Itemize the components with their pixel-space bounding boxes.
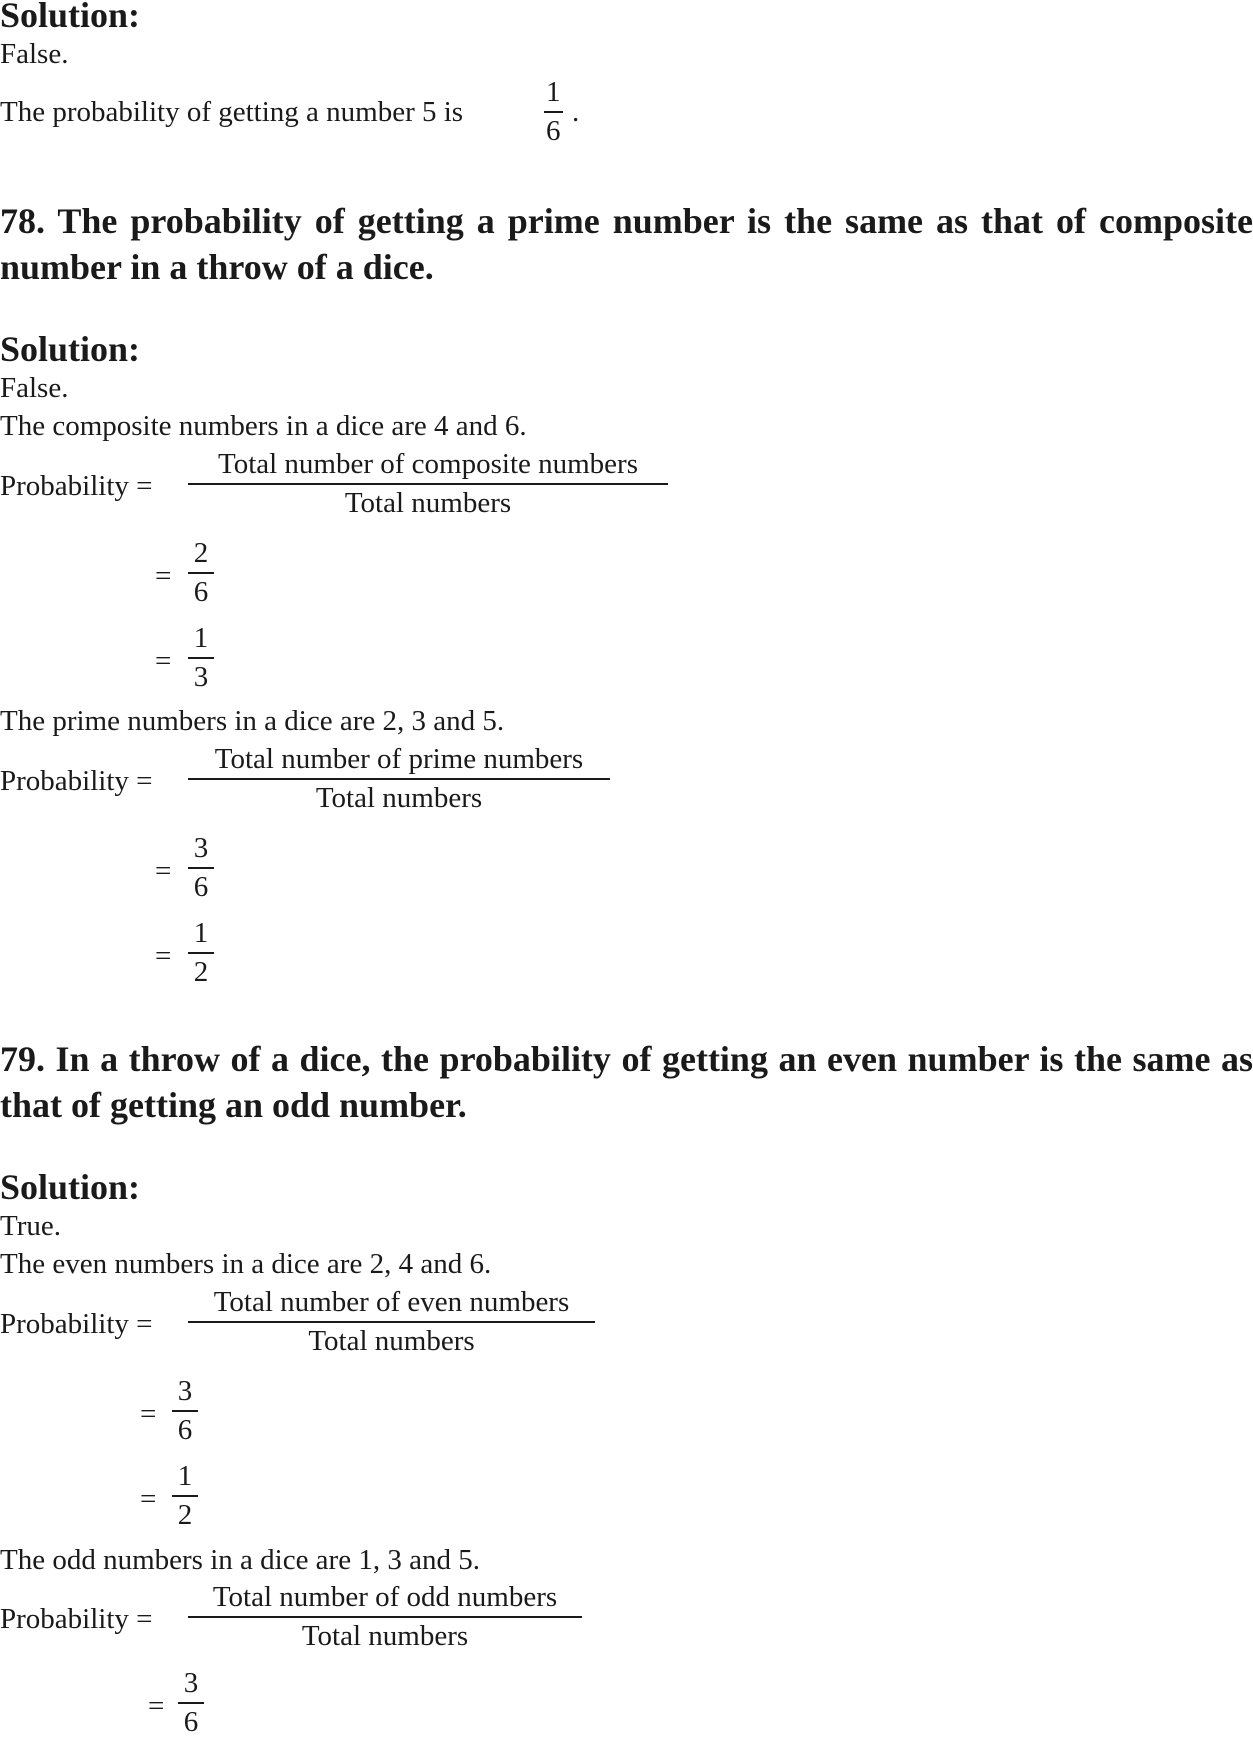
fraction (188, 917, 214, 989)
fraction-numerator: Total number of prime numbers (188, 743, 610, 780)
equals-sign: = (140, 1398, 157, 1430)
solution-heading-78: Solution: (0, 329, 141, 369)
fraction-numerator: Total number of even numbers (188, 1286, 595, 1323)
equals-sign: = (148, 1690, 165, 1722)
probability-label: Probability = (0, 765, 153, 797)
question-78: 78. The probability of getting a prime number is the same as that of composite number in a throw of a dice. (0, 201, 1253, 287)
prime-fraction (188, 743, 610, 815)
fraction (188, 832, 214, 904)
fraction-denominator: 6 (193, 871, 209, 903)
fraction (172, 1460, 198, 1532)
fraction-numerator: 3 (178, 1667, 204, 1704)
probability-label: Probability = (0, 1603, 153, 1635)
composite-numbers-line: The composite numbers in a dice are 4 and 6. (0, 410, 527, 442)
fraction-denominator: Total numbers (315, 782, 483, 814)
fraction (544, 76, 563, 148)
fraction-numerator: 3 (188, 832, 214, 869)
fraction (188, 622, 214, 694)
fraction-denominator: 6 (193, 576, 209, 608)
fraction-denominator: Total numbers (301, 1620, 469, 1652)
fraction (188, 537, 214, 609)
period: . (572, 96, 580, 128)
fraction-denominator: 3 (193, 661, 209, 693)
odd-numbers-line: The odd numbers in a dice are 1, 3 and 5. (0, 1544, 480, 1576)
probability-label: Probability = (0, 470, 153, 502)
even-numbers-line: The even numbers in a dice are 2, 4 and 6. (0, 1248, 492, 1280)
fraction-numerator: Total number of odd numbers (188, 1581, 582, 1618)
probability-statement: The probability of getting a number 5 is (0, 96, 464, 128)
fraction-numerator: 1 (172, 1460, 198, 1497)
fraction-numerator: 1 (544, 76, 563, 113)
fraction-denominator: 6 (177, 1414, 193, 1446)
probability-label: Probability = (0, 1308, 153, 1340)
fraction-denominator: 6 (546, 115, 561, 147)
equals-sign: = (155, 940, 172, 972)
question-79: 79. In a throw of a dice, the probability of getting an even number is the same as that of getting an odd number. (0, 1039, 1253, 1125)
answer-text-78: False. (0, 372, 69, 404)
fraction-numerator: 2 (188, 537, 214, 574)
equals-sign: = (140, 1483, 157, 1515)
fraction-numerator: 1 (188, 917, 214, 954)
fraction-numerator: Total number of composite numbers (188, 448, 668, 485)
prime-numbers-line: The prime numbers in a dice are 2, 3 and 5. (0, 705, 505, 737)
equals-sign: = (155, 645, 172, 677)
fraction-denominator: 2 (193, 956, 209, 988)
fraction-denominator: 2 (177, 1499, 193, 1531)
composite-fraction (188, 448, 668, 520)
fraction-denominator: Total numbers (308, 1325, 475, 1357)
even-fraction (188, 1286, 595, 1358)
answer-text-79: True. (0, 1210, 61, 1242)
answer-text: False. (0, 38, 69, 70)
equals-sign: = (155, 560, 172, 592)
fraction-numerator: 3 (172, 1375, 198, 1412)
fraction-denominator: 6 (183, 1706, 199, 1738)
fraction-denominator: Total numbers (344, 487, 512, 519)
fraction (172, 1375, 198, 1447)
odd-fraction (188, 1581, 582, 1653)
solution-heading: Solution: (0, 0, 141, 35)
fraction (178, 1667, 204, 1739)
fraction-numerator: 1 (188, 622, 214, 659)
solution-heading-79: Solution: (0, 1167, 141, 1207)
equals-sign: = (155, 855, 172, 887)
